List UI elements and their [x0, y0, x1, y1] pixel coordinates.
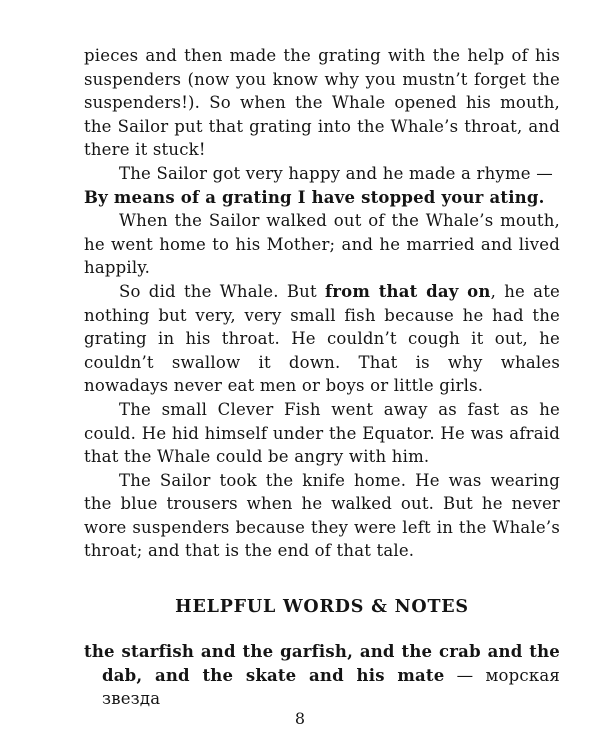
rhyme-bold-text: By means of a grating I have stopped your ating. — [84, 187, 545, 207]
notes-line-2 — [84, 664, 560, 711]
notes-term-line-1: the starfish and the garfish, and the crab and the — [84, 642, 560, 661]
paragraph-6 — [84, 469, 560, 563]
paragraph-1 — [84, 44, 560, 162]
paragraph-4-text-end: , he ate nothing but very, very small fish because he had the grating in his throat. He couldn’t cough it out, he couldn’t swallow it down. That is why whales nowadays never eat men or boys or little girls. — [84, 281, 560, 396]
paragraph-3-text: When the Sailor walked out of the Whale’s mouth, he went home to his Mother; and he married and lived happily. — [84, 211, 560, 278]
paragraph-4-text-start: So did the Whale. But — [119, 281, 325, 301]
paragraph-3 — [84, 209, 560, 280]
rhyme-line — [84, 186, 560, 210]
paragraph-4 — [84, 280, 560, 398]
paragraph-6-text: The Sailor took the knife home. He was wearing the blue trousers when he walked out. But he never wore suspenders because they were left in the Whale’s throat; and that is the end of that tale. — [84, 470, 560, 561]
notes-heading: HELPFUL WORDS & NOTES — [175, 597, 469, 617]
paragraph-2-text: The Sailor got very happy and he made a rhyme — — [119, 163, 553, 183]
paragraph-1-text: pieces and then made the grating with the help of his suspenders (now you know why you mustn’t forget the suspenders!). So when the Whale opened his mouth, the Sailor put that grating into the Whale’s throat, and there it stuck! — [84, 46, 560, 160]
paragraph-5 — [84, 398, 560, 469]
notes-dash: — — [444, 665, 486, 685]
paragraph-5-text: The small Clever Fish went away as fast as he could. He hid himself under the Equator. He was afraid that the Whale could be angry with him. — [84, 399, 560, 467]
notes-translation: морская звезда — [102, 665, 560, 709]
notes-term-line-2: dab, and the skate and his mate — [102, 665, 445, 685]
paragraph-2 — [84, 162, 560, 186]
notes-entry — [84, 640, 560, 711]
story-text — [84, 44, 560, 563]
page-number: 8 — [294, 709, 306, 728]
paragraph-4-bold-phrase: from that day on — [324, 281, 491, 301]
